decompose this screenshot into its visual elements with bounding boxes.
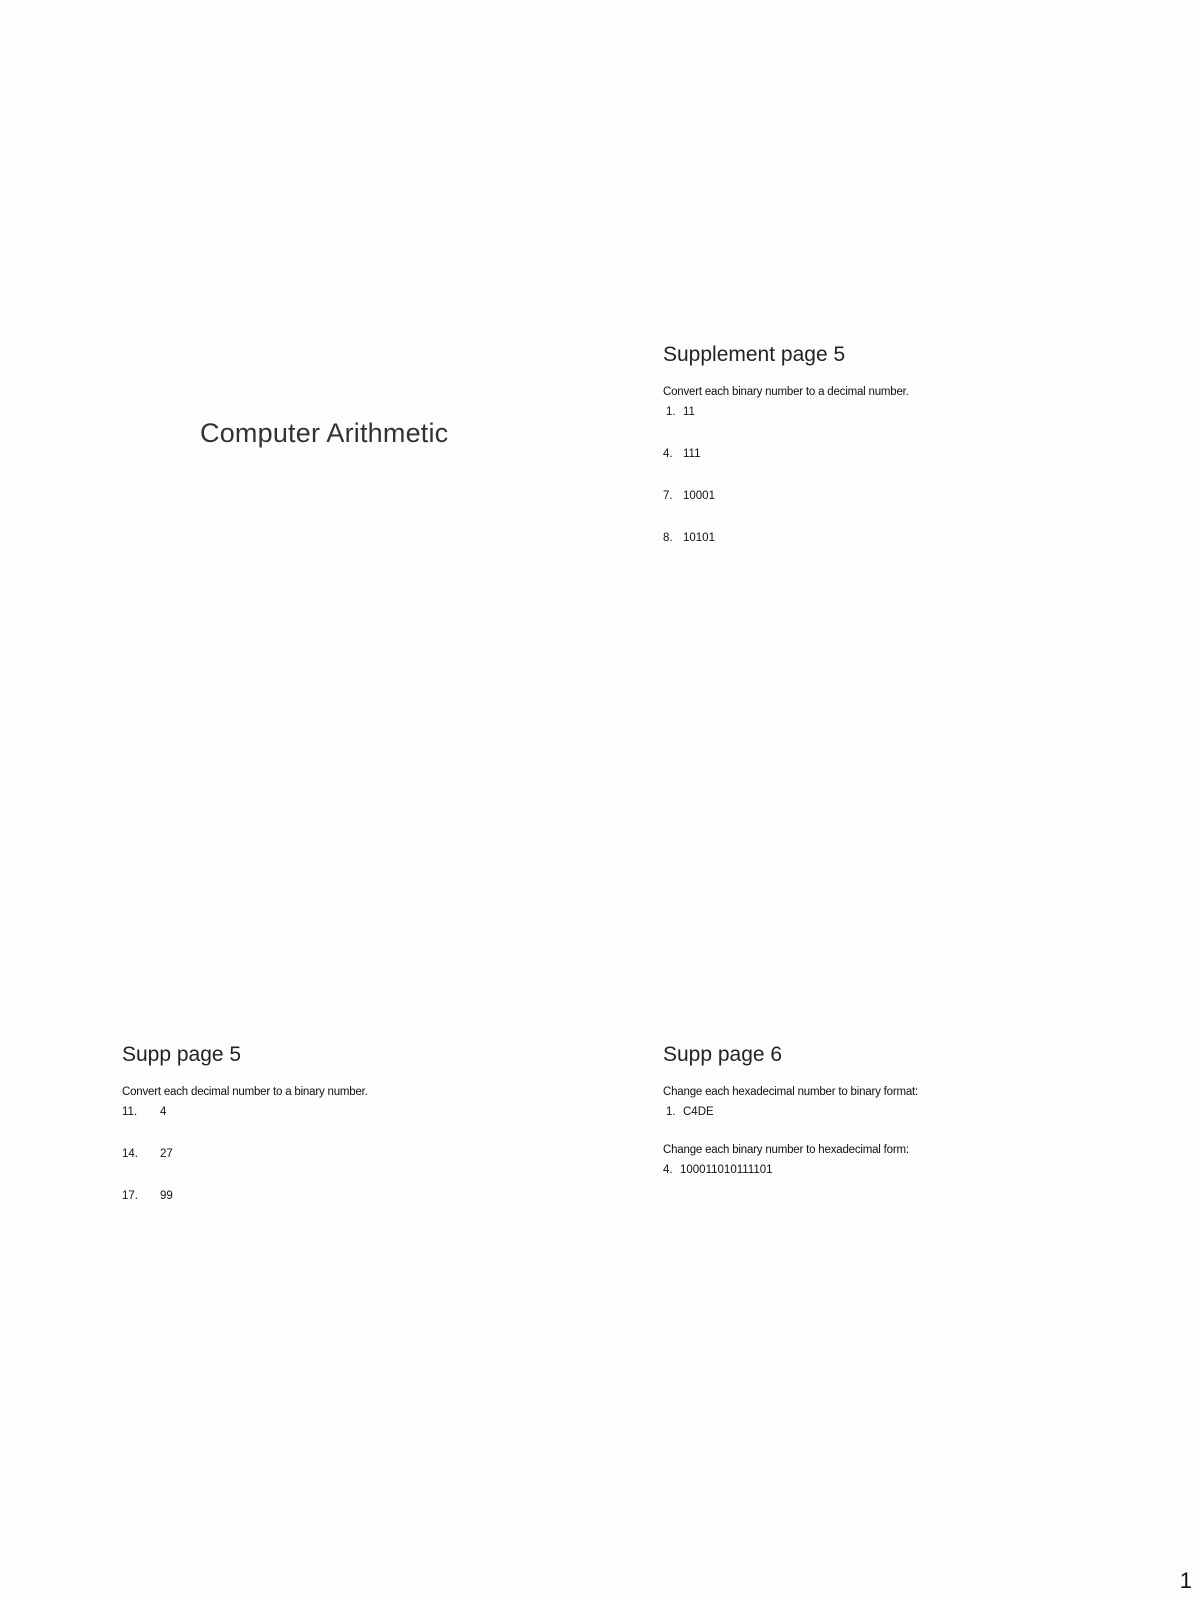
list-item — [122, 1188, 582, 1204]
item-value: 111 — [683, 448, 701, 460]
slide-instruction: Change each hexadecimal number to binary format: — [663, 1086, 919, 1098]
list-item — [663, 1162, 1123, 1178]
slide-instruction: Convert each decimal number to a binary number. — [122, 1086, 368, 1098]
list-item — [663, 446, 1123, 462]
item-number: 17. — [122, 1190, 138, 1202]
slide-supp-page-5 — [122, 1042, 582, 1204]
slide-supp-page-6 — [663, 1042, 1123, 1178]
slide-instruction: Change each binary number to hexadecimal form: — [663, 1144, 909, 1156]
page-number: 1 — [1179, 1568, 1192, 1593]
item-value: 10101 — [683, 532, 715, 544]
item-value: 10001 — [683, 490, 715, 502]
list-item — [122, 1146, 582, 1162]
item-value: 100011010111101 — [680, 1164, 773, 1176]
list-item — [122, 1104, 582, 1120]
item-value: C4DE — [683, 1106, 714, 1118]
item-value: 99 — [160, 1190, 173, 1202]
slide-heading: Supp page 5 — [122, 1043, 242, 1066]
item-number: 8. — [663, 532, 673, 544]
slide-heading: Supp page 6 — [663, 1043, 783, 1066]
item-value: 11 — [683, 406, 695, 418]
item-value: 4 — [160, 1106, 167, 1118]
list-item — [663, 530, 1123, 546]
item-number: 4. — [663, 1164, 673, 1176]
item-value: 27 — [160, 1148, 173, 1160]
list-item — [663, 404, 1123, 420]
slide-supplement-page-5 — [663, 342, 1123, 546]
list-item — [663, 488, 1123, 504]
slide-heading: Supplement page 5 — [663, 343, 846, 366]
item-number: 7. — [663, 490, 673, 502]
slide-instruction: Convert each binary number to a decimal number. — [663, 386, 909, 398]
exercise-list — [122, 1104, 582, 1204]
item-number: 14. — [122, 1148, 138, 1160]
exercise-list — [663, 404, 1123, 546]
item-number: 4. — [663, 448, 673, 460]
item-number: 1. — [666, 1106, 676, 1118]
item-number: 1. — [666, 406, 676, 418]
title-slide-heading: Computer Arithmetic — [200, 418, 449, 448]
list-item — [663, 1104, 1123, 1120]
item-number: 11. — [122, 1106, 138, 1118]
